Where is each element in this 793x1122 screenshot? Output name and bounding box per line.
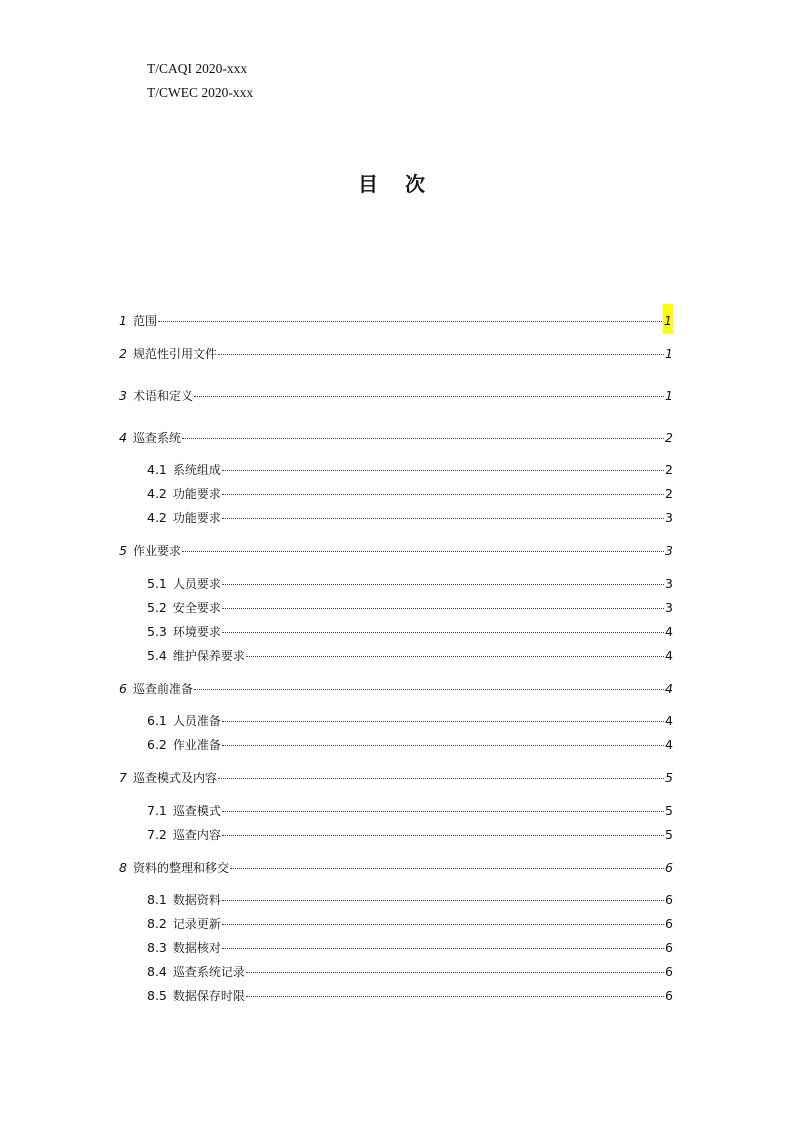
toc-entry-number: 6	[119, 681, 127, 696]
toc-entry[interactable]	[119, 680, 673, 698]
toc-entry-number: 4	[119, 430, 127, 445]
toc-entry-number: 8	[119, 860, 127, 875]
toc-entry-page-number: 4	[665, 648, 673, 663]
toc-entry[interactable]	[147, 485, 673, 503]
toc-entry[interactable]	[119, 859, 673, 877]
toc-entry-page-number: 4	[665, 624, 673, 639]
toc-entry-label: 作业要求	[132, 544, 181, 558]
toc-entry[interactable]	[147, 939, 673, 957]
toc-entry-page-number: 1	[665, 346, 673, 361]
toc-entry-page-number: 3	[665, 510, 673, 525]
toc-entry-label: 系统组成	[172, 463, 221, 477]
toc-entry-page-number: 1	[665, 388, 673, 403]
toc-entry-number: 5.2	[147, 600, 167, 615]
toc-entry[interactable]	[119, 429, 673, 447]
toc-dot-leader	[230, 868, 664, 869]
toc-entry[interactable]	[119, 304, 673, 328]
toc-entry-page-number: 6	[665, 860, 673, 875]
toc-entry[interactable]	[147, 891, 673, 909]
toc-entry-number: 7.2	[147, 827, 167, 842]
toc-entry-number: 8.1	[147, 892, 167, 907]
toc-entry[interactable]	[147, 987, 673, 1005]
toc-entry-label: 资料的整理和移交	[132, 861, 229, 875]
toc-entry-number: 8.5	[147, 988, 167, 1003]
toc-entry[interactable]	[147, 802, 673, 820]
toc-dot-leader	[222, 948, 664, 949]
toc-dot-leader	[222, 811, 664, 812]
toc-dot-leader	[182, 551, 664, 552]
toc-dot-leader	[218, 354, 664, 355]
toc-dot-leader	[222, 584, 664, 585]
toc-entry-number: 3	[119, 388, 127, 403]
toc-dot-leader	[182, 438, 664, 439]
toc-entry-label: 数据保存时限	[172, 989, 245, 1003]
toc-entry-page-number: 2	[665, 430, 673, 445]
toc-entry-page-number: 6	[665, 988, 673, 1003]
toc-entry-number: 5.4	[147, 648, 167, 663]
toc-entry-page-number: 4	[665, 713, 673, 728]
toc-entry-page-number: 6	[665, 892, 673, 907]
toc-dot-leader	[222, 900, 664, 901]
toc-entry-number: 7	[119, 770, 127, 785]
toc-entry-page-number: 6	[665, 940, 673, 955]
toc-entry-page-number: 3	[665, 600, 673, 615]
toc-entry-number: 8.4	[147, 964, 167, 979]
toc-entry-label: 功能要求	[172, 487, 221, 501]
toc-entry-number: 6.1	[147, 713, 167, 728]
toc-entry[interactable]	[147, 963, 673, 981]
toc-dot-leader	[246, 972, 664, 973]
toc-entry-label: 巡查内容	[172, 828, 221, 842]
toc-entry-page-number: 6	[665, 964, 673, 979]
toc-entry-number: 6.2	[147, 737, 167, 752]
toc-entry-label: 环境要求	[172, 625, 221, 639]
toc-entry-label: 安全要求	[172, 601, 221, 615]
toc-entry-label: 巡查系统记录	[172, 965, 245, 979]
toc-entry[interactable]	[147, 712, 673, 730]
toc-entry[interactable]	[119, 769, 673, 787]
toc-dot-leader	[222, 518, 664, 519]
toc-entry-number: 2	[119, 346, 127, 361]
toc-entry[interactable]	[147, 826, 673, 844]
toc-entry-number: 4.1	[147, 462, 167, 477]
toc-entry-label: 数据核对	[172, 941, 221, 955]
toc-entry-page-number: 2	[665, 486, 673, 501]
toc-entry-number: 5.1	[147, 576, 167, 591]
toc-entry[interactable]	[119, 542, 673, 560]
toc-entry-page-number: 1	[663, 304, 673, 334]
toc-entry-number: 8.3	[147, 940, 167, 955]
toc-dot-leader	[194, 396, 664, 397]
toc-entry-number: 8.2	[147, 916, 167, 931]
toc-entry[interactable]	[147, 623, 673, 641]
toc-entry-number: 4.2	[147, 510, 167, 525]
toc-entry-label: 术语和定义	[132, 389, 193, 403]
toc-dot-leader	[222, 470, 664, 471]
toc-entry-page-number: 5	[665, 803, 673, 818]
toc-entry[interactable]	[147, 461, 673, 479]
toc-entry-label: 作业准备	[172, 738, 221, 752]
toc-entry-page-number: 2	[665, 462, 673, 477]
toc-entry[interactable]	[147, 647, 673, 665]
toc-entry-number: 4.2	[147, 486, 167, 501]
standard-codes	[147, 57, 253, 105]
toc-entry-page-number: 4	[665, 681, 673, 696]
standard-code-caqi: T/CAQI 2020-xxx	[147, 61, 248, 76]
toc-entry-label: 功能要求	[172, 511, 221, 525]
toc-entry-page-number: 5	[665, 827, 673, 842]
toc-entry[interactable]	[119, 345, 673, 363]
toc-entry[interactable]	[147, 575, 673, 593]
toc-entry[interactable]	[147, 736, 673, 754]
toc-entry-number: 1	[119, 313, 127, 328]
toc-entry-number: 5	[119, 543, 127, 558]
toc-dot-leader	[218, 778, 664, 779]
toc-entry-page-number: 3	[665, 576, 673, 591]
toc-entry[interactable]	[147, 915, 673, 933]
toc-dot-leader	[222, 745, 664, 746]
toc-dot-leader	[158, 321, 662, 322]
toc-dot-leader	[222, 835, 664, 836]
toc-entry-page-number: 3	[665, 543, 673, 558]
toc-dot-leader	[222, 721, 664, 722]
toc-dot-leader	[222, 632, 664, 633]
toc-dot-leader	[194, 689, 664, 690]
toc-entry-label: 范围	[132, 314, 157, 328]
toc-entry-page-number: 6	[665, 916, 673, 931]
toc-entry-page-number: 5	[665, 770, 673, 785]
toc-entry-label: 巡查系统	[132, 431, 181, 445]
toc-entry[interactable]	[147, 509, 673, 527]
toc-entry-label: 记录更新	[172, 917, 221, 931]
standard-code-cwec: T/CWEC 2020-xxx	[147, 85, 254, 100]
toc-dot-leader	[246, 996, 664, 997]
toc-entry-label: 维护保养要求	[172, 649, 245, 663]
toc-entry-page-number: 4	[665, 737, 673, 752]
toc-entry-label: 人员准备	[172, 714, 221, 728]
toc-entry[interactable]	[147, 599, 673, 617]
toc-entry-number: 7.1	[147, 803, 167, 818]
toc-entry-label: 巡查模式	[172, 804, 221, 818]
toc-entry-label: 巡查前准备	[132, 682, 193, 696]
toc-title: 目 次	[358, 172, 435, 196]
toc-entry[interactable]	[119, 387, 673, 405]
toc-entry-label: 规范性引用文件	[132, 347, 217, 361]
toc-dot-leader	[222, 494, 664, 495]
toc-entry-number: 5.3	[147, 624, 167, 639]
toc-dot-leader	[222, 924, 664, 925]
toc-dot-leader	[222, 608, 664, 609]
toc-entry-label: 人员要求	[172, 577, 221, 591]
toc-entry-label: 数据资料	[172, 893, 221, 907]
toc-dot-leader	[246, 656, 664, 657]
toc-entry-label: 巡查模式及内容	[132, 771, 217, 785]
